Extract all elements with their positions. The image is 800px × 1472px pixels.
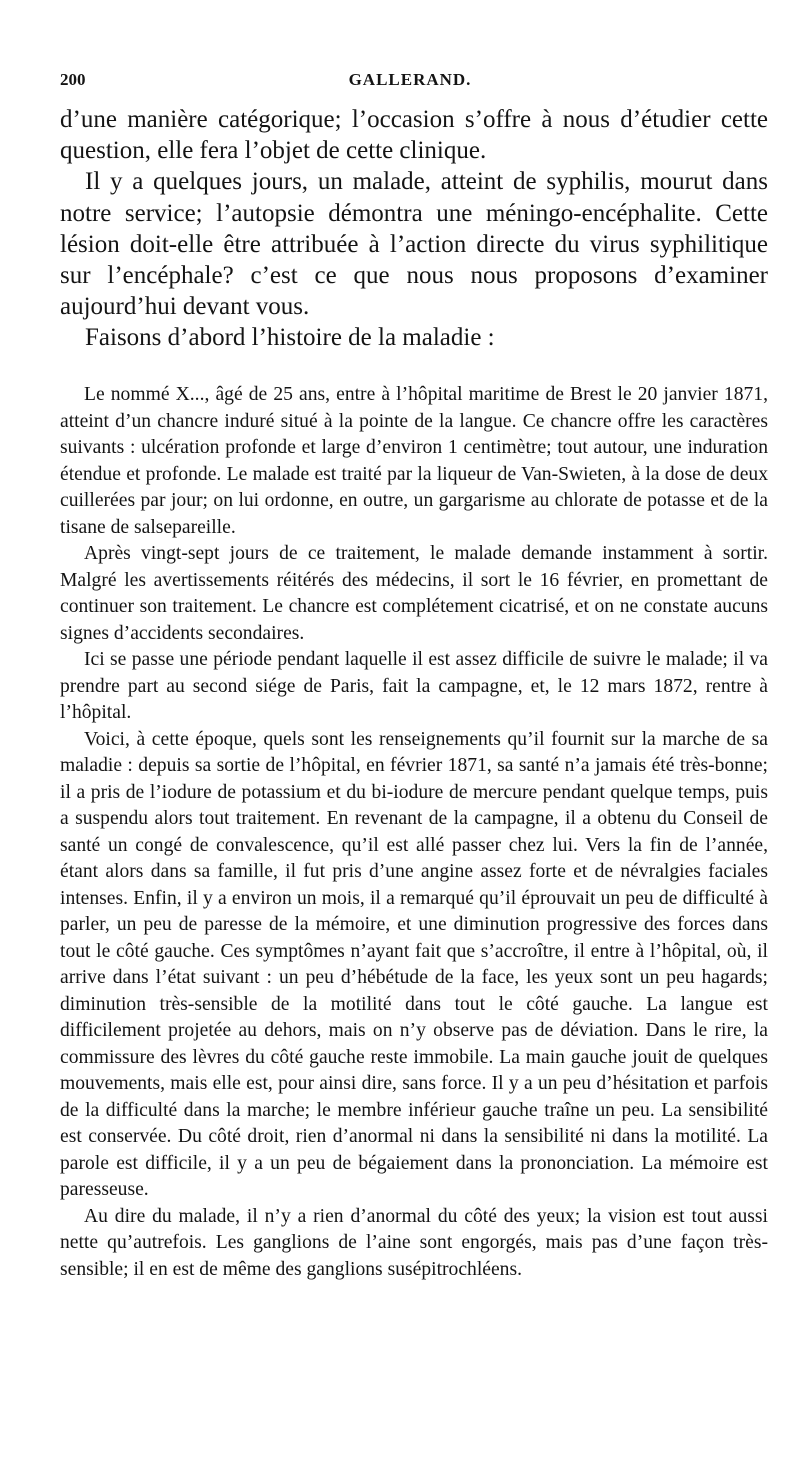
case-paragraph: Le nommé X..., âgé de 25 ans, entre à l’hôpital maritime de Brest le 20 janvier 1871, atteint d’un chancre induré situé à la pointe de la langue. Ce chancre offre les caractères suivants : ulcération profonde et large d’environ 1 centimètre; tout autour, une induration étendue et profonde. Le malade est traité par la liqueur de Van-Swieten, à la dose de deux cuillerées par jour; on lui ordonne, en outre, un gargarisme au chlorate de potasse et de la tisane de salsepareille.: [60, 384, 768, 538]
intro-text: [60, 104, 768, 354]
case-paragraph: Au dire du malade, il n’y a rien d’anormal du côté des yeux; la vision est tout aussi nette qu’autrefois. Les ganglions de l’aine sont engorgés, mais pas d’une façon très-sensible; il en est de même des ganglions susépitrochléens.: [60, 1205, 768, 1280]
page-number: 200: [60, 70, 86, 89]
running-title: GALLERAND.: [348, 70, 472, 89]
intro-paragraph: Il y a quelques jours, un malade, atteint de syphilis, mourut dans notre service; l’autopsie démontra une méningo-encéphalite. Cette lésion doit-elle être attribuée à l’action directe du virus syphilitique sur l’encéphale? c’est ce que nous nous proposons d’examiner aujourd’hui devant vous.: [60, 168, 768, 321]
case-paragraph: Ici se passe une période pendant laquelle il est assez difficile de suivre le malade; il va prendre part au second siége de Paris, fait la campagne, et, le 12 mars 1872, rentre à l’hôpital.: [60, 649, 768, 723]
intro-paragraph: d’une manière catégorique; l’occasion s’offre à nous d’étudier cette question, elle fera l’objet de cette clinique.: [60, 106, 768, 165]
intro-paragraph: Faisons d’abord l’histoire de la maladie :: [85, 324, 495, 352]
case-paragraph: Voici, à cette époque, quels sont les renseignements qu’il fournit sur la marche de sa maladie : depuis sa sortie de l’hôpital, en février 1871, sa santé n’a jamais été très-bonne; il a pris de l’iodure de potassium et du bi-iodure de mercure pendant quelque temps, puis a suspendu alors tout traitement. En revenant de la campagne, il a obtenu du Conseil de santé un congé de convalescence, qu’il est allé passer chez lui. Vers la fin de l’année, étant alors dans sa famille, il fut pris d’une angine assez forte et de névralgies faciales intenses. Enfin, il y a environ un mois, il a remarqué qu’il éprouvait un peu de difficulté à parler, un peu de paresse de la mémoire, et une diminution progressive des forces dans tout le côté gauche. Ces symptômes n’ayant fait que s’accroître, il entre à l’hôpital, où, il arrive dans l’état suivant : un peu d’hébétude de la face, les yeux sont un peu hagards; diminution très-sensible de la motilité dans tout le côté gauche. La langue est difficilement projetée au dehors, mais on n’y observe pas de déviation. Dans le rire, la commissure des lèvres du côté gauche reste immobile. La main gauche jouit de quelques mouvements, mais elle est, pour ainsi dire, sans force. Il y a un peu d’hésitation et parfois de la difficulté dans la marche; le membre inférieur gauche traîne un peu. La sensibilité est conservée. Du côté droit, rien d’anormal ni dans la sensibilité ni dans la motilité. La parole est difficile, il y a un peu de bégaiement dans la prononciation. La mémoire est paresseuse.: [60, 728, 768, 1200]
running-head: [60, 64, 760, 94]
case-paragraph: Après vingt-sept jours de ce traitement, le malade demande instamment à sortir. Malgré les avertissements réitérés des médecins, il sort le 16 février, en promettant de continuer son traitement. Le chancre est complétement cicatrisé, et on ne constate aucuns signes d’accidents secondaires.: [60, 543, 768, 644]
case-report: [60, 382, 768, 1283]
